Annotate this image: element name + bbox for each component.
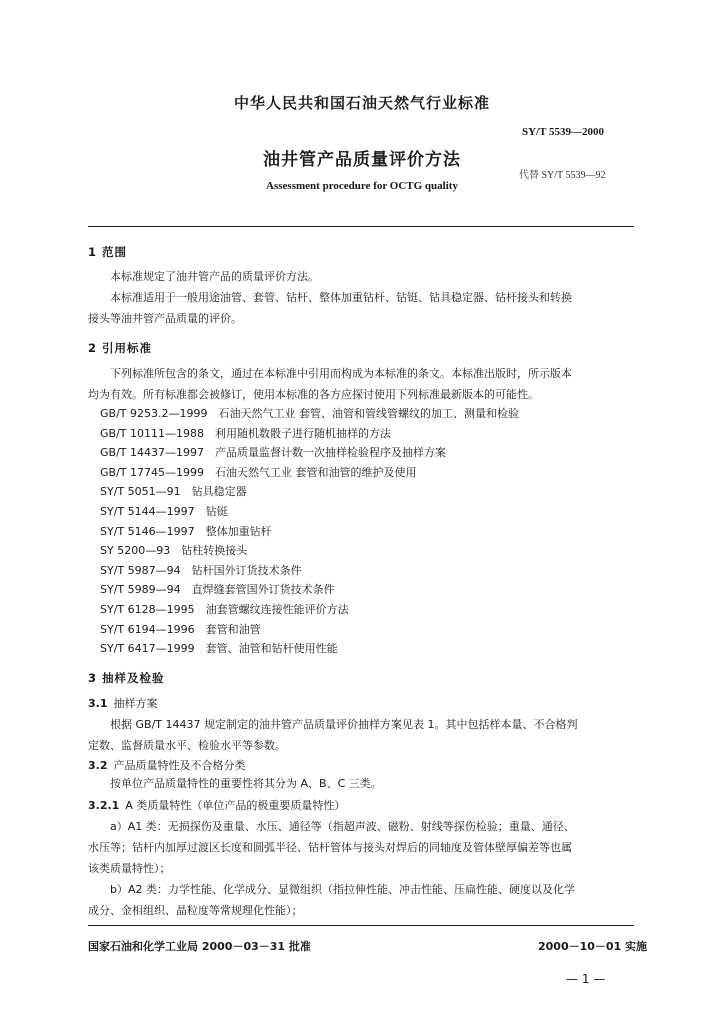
ref-title: 直焊缝套管国外订货技术条件 bbox=[191, 583, 335, 597]
reference-item bbox=[100, 600, 519, 620]
text-line: 本标准规定了油井管产品的质量评价方法。 bbox=[110, 270, 319, 283]
ref-code: SY/T 5987—94 bbox=[100, 563, 181, 577]
title-en: Assessment procedure for OCTG quality bbox=[266, 180, 458, 192]
text-line: a）A1 类：无损探伤及重量、水压、通径等（指超声波、磁粉、射线等探伤检验；重量、通径、 bbox=[110, 820, 575, 833]
text-line: 成分、金相组织、晶粒度等常规理化性能）； bbox=[88, 904, 303, 917]
section-1-heading: 1 范围 bbox=[88, 245, 128, 259]
standard-code: SY/T 5539—2000 bbox=[522, 126, 605, 138]
reference-item bbox=[100, 502, 519, 522]
ref-code: SY/T 5989—94 bbox=[100, 583, 181, 597]
subsection-3-2-body bbox=[88, 773, 634, 794]
ref-code: GB/T 10111—1988 bbox=[100, 426, 204, 440]
subsection-number: 3.2.1 bbox=[88, 799, 120, 812]
ref-code: GB/T 14437—1997 bbox=[100, 446, 204, 460]
reference-item bbox=[100, 541, 519, 561]
org-title: 中华人民共和国石油天然气行业标准 bbox=[233, 94, 490, 112]
approval-note: 国家石油和化学工业局 2000－03－31 批准 bbox=[88, 940, 311, 953]
subsection-number: 3.1 bbox=[88, 697, 108, 710]
text-line: 均为有效。所有标准都会被修订，使用本标准的各方应探讨使用下列标准最新版本的可能性。 bbox=[88, 388, 539, 401]
subsection-number: 3.2 bbox=[88, 759, 108, 772]
subsection-3-1-body bbox=[88, 714, 634, 756]
ref-title: 油套管螺纹连接性能评价方法 bbox=[205, 602, 349, 616]
reference-list bbox=[100, 404, 519, 659]
title-cn: 油井管产品质量评价方法 bbox=[263, 150, 461, 170]
ref-title: 利用随机数骰子进行随机抽样的方法 bbox=[214, 426, 391, 440]
ref-code: SY/T 5051—91 bbox=[100, 485, 181, 499]
subsection-3-2-1-body bbox=[88, 816, 634, 921]
text-line: 定数、监督质量水平、检验水平等参数。 bbox=[88, 739, 286, 752]
section-3-heading: 3 抽样及检验 bbox=[88, 671, 165, 685]
ref-code: SY 5200—93 bbox=[100, 544, 171, 558]
ref-code: SY/T 5146—1997 bbox=[100, 524, 195, 538]
subsection-title: 抽样方案 bbox=[113, 697, 158, 710]
text-line: b）A2 类：力学性能、化学成分、显微组织（指拉伸性能、冲击性能、压扁性能、硬度以及化学 bbox=[110, 883, 575, 896]
ref-title: 钻柱转换接头 bbox=[181, 544, 248, 558]
text-line: 按单位产品质量特性的重要性将其分为 A、B、C 三类。 bbox=[110, 777, 382, 790]
reference-item bbox=[100, 443, 519, 463]
implementation-date: 2000－10－01 实施 bbox=[538, 940, 648, 953]
text-line: 水压等；钻杆内加厚过渡区长度和圆弧半径、钻杆管体与接头对焊后的同轴度及管体壁厚偏差等也属 bbox=[88, 841, 572, 854]
reference-item bbox=[100, 424, 519, 444]
header-rule bbox=[88, 226, 634, 227]
section-2-body bbox=[88, 363, 634, 405]
reference-item bbox=[100, 482, 519, 502]
subsection-3-1-heading bbox=[88, 695, 158, 711]
subsection-3-2-1-heading bbox=[88, 797, 345, 813]
ref-title: 套管和油管 bbox=[205, 622, 261, 636]
footer-rule bbox=[88, 925, 634, 926]
reference-item bbox=[100, 522, 519, 542]
ref-title: 钻具稳定器 bbox=[191, 485, 247, 499]
ref-code: GB/T 17745—1999 bbox=[100, 465, 204, 479]
ref-code: SY/T 5144—1997 bbox=[100, 504, 195, 518]
section-1-body bbox=[88, 266, 634, 329]
reference-item bbox=[100, 620, 519, 640]
reference-item bbox=[100, 639, 519, 659]
subsection-3-2-heading bbox=[88, 757, 246, 773]
ref-title: 产品质量监督计数一次抽样检验程序及抽样方案 bbox=[214, 446, 446, 460]
ref-title: 整体加重钻杆 bbox=[205, 524, 272, 538]
ref-code: SY/T 6128—1995 bbox=[100, 602, 195, 616]
page-number: — 1 — bbox=[566, 972, 606, 986]
replaces-note: 代替 SY/T 5539—92 bbox=[519, 170, 606, 181]
text-line: 下列标准所包含的条文，通过在本标准中引用而构成为本标准的条文。本标准出版时，所示版本 bbox=[110, 367, 572, 380]
text-line: 根据 GB/T 14437 规定制定的油井管产品质量评价抽样方案见表 1。其中包括样本量、不合格判 bbox=[110, 718, 578, 731]
ref-title: 石油天然气工业 套管和油管的维护及使用 bbox=[214, 465, 417, 479]
text-line: 接头等油井管产品质量的评价。 bbox=[88, 312, 242, 325]
reference-item bbox=[100, 463, 519, 483]
ref-title: 钻铤 bbox=[205, 504, 228, 518]
ref-code: SY/T 6194—1996 bbox=[100, 622, 195, 636]
reference-item bbox=[100, 404, 519, 424]
reference-item bbox=[100, 580, 519, 600]
text-line: 本标准适用于一般用途油管、套管、钻杆、整体加重钻杆、钻铤、钻具稳定器、钻杆接头和转换 bbox=[110, 291, 572, 304]
section-2-heading: 2 引用标准 bbox=[88, 341, 153, 355]
subsection-title: A 类质量特性（单位产品的极重要质量特性） bbox=[125, 799, 346, 812]
ref-title: 套管、油管和钻杆使用性能 bbox=[205, 642, 338, 656]
ref-title: 石油天然气工业 套管、油管和管线管螺纹的加工、测量和检验 bbox=[218, 407, 519, 420]
ref-title: 钻杆国外订货技术条件 bbox=[191, 563, 302, 577]
subsection-title: 产品质量特性及不合格分类 bbox=[113, 759, 246, 772]
ref-code: GB/T 9253.2—1999 bbox=[100, 407, 208, 420]
text-line: 该类质量特性）； bbox=[88, 862, 171, 875]
ref-code: SY/T 6417—1999 bbox=[100, 642, 195, 656]
reference-item bbox=[100, 561, 519, 581]
